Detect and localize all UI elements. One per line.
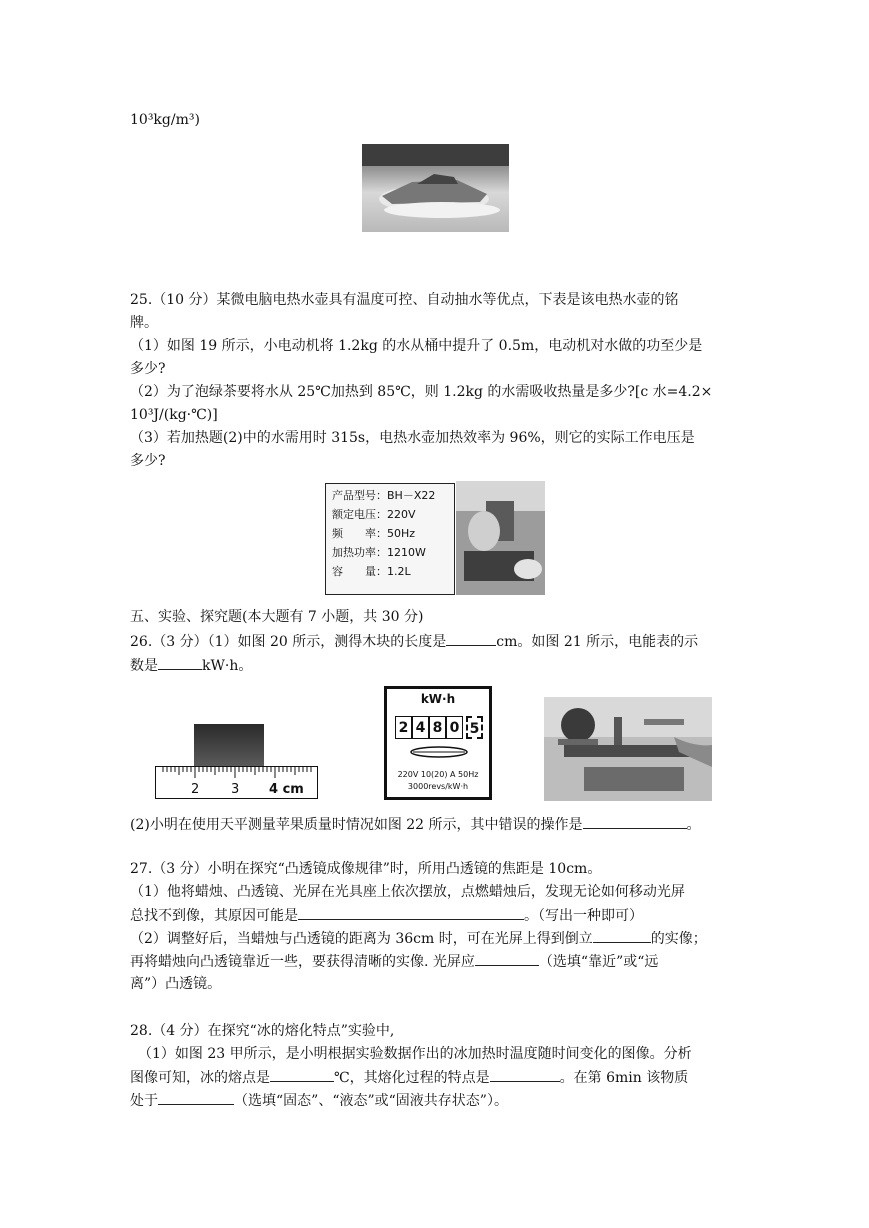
- q25-part2-b: 10³J/(kg·℃)]: [130, 407, 218, 423]
- q27-part2-c: 离”）凸透镜。: [130, 976, 222, 992]
- q26-part2: [130, 814, 701, 835]
- q28-part1-c: [130, 1090, 508, 1111]
- nameplate-row: 容 量：1.2L: [332, 565, 411, 578]
- meter-spec-2: 3000revs/kW·h: [407, 782, 469, 791]
- meter-disc: [409, 746, 469, 758]
- q25-part1-a: （1）如图 19 所示，小电动机将 1.2kg 的水从桶中提升了 0.5m，电动机对水做的功至少是: [130, 338, 703, 354]
- nameplate-row: 额定电压：220V: [332, 508, 416, 521]
- kettle-nameplate: [325, 483, 455, 595]
- q27-part1-b-text-a: 总找不到像，其原因可能是: [130, 908, 298, 924]
- q26-line1: [130, 631, 698, 652]
- ruler-label: 2: [191, 782, 200, 797]
- electricity-meter: [384, 686, 492, 800]
- melting-feature-blank[interactable]: [490, 1067, 560, 1082]
- reason-answer-blank[interactable]: [298, 905, 524, 920]
- ruler-label: 4 cm: [269, 782, 304, 797]
- q26-line1-text-b: cm。如图 21 所示，电能表的示: [496, 634, 699, 650]
- q27-part2-b-text-b: （选填“靠近”或“远: [538, 954, 659, 970]
- q27-part2-b: [130, 951, 658, 972]
- q27-part2-a-text-a: （2）调整好后，当蜡烛与凸透镜的距离为 36cm 时，可在光屏上得到倒立: [130, 931, 593, 947]
- melting-point-blank[interactable]: [270, 1067, 334, 1082]
- state-answer-blank[interactable]: [158, 1090, 234, 1105]
- meter-digit: 4: [412, 716, 429, 739]
- amphibious-car-photo: [362, 144, 509, 232]
- image-type-blank[interactable]: [593, 928, 651, 943]
- q26-part2-text-a: (2)小明在使用天平测量苹果质量时情况如图 22 所示，其中错误的操作是: [130, 817, 583, 833]
- ruler-label: 3: [231, 782, 240, 797]
- q27-part2-a: [130, 928, 707, 949]
- q25-part1-b: 多少?: [130, 361, 166, 377]
- meter-digit: 8: [429, 716, 446, 739]
- meter-digit-decimal: 5: [466, 716, 483, 739]
- q28-part1-c-text-a: 处于: [130, 1093, 158, 1109]
- q27-part2-b-text-a: 再将蜡烛向凸透镜靠近一些，要获得清晰的实像. 光屏应: [130, 954, 475, 970]
- wood-block: [194, 724, 264, 766]
- length-answer-blank[interactable]: [446, 631, 496, 646]
- q28-line1: 28.（4 分）在探究“冰的熔化特点”实验中,: [130, 1023, 395, 1039]
- kettle-photo: [456, 481, 545, 595]
- q27-part1-b: [130, 905, 643, 926]
- section5-title: 五、实验、探究题(本大题有 7 小题，共 30 分): [130, 609, 424, 625]
- q26-line2-text-b: kW·h。: [202, 658, 253, 674]
- q27-part2-a-text-b: 的实像；: [650, 931, 707, 947]
- nameplate-row: 产品型号：BH－X22: [332, 489, 436, 502]
- meter-reading-blank[interactable]: [158, 655, 202, 670]
- unit-line: 10³kg/m³): [130, 112, 200, 128]
- q26-line2-text-a: 数是: [130, 658, 158, 674]
- q27-line1: 27.（3 分）小明在探究“凸透镜成像规律”时，所用凸透镜的焦距是 10cm。: [130, 861, 602, 877]
- screen-direction-blank[interactable]: [475, 951, 539, 966]
- nameplate-row: 频 率：50Hz: [332, 527, 416, 540]
- q28-part1-c-text-b: （选填“固态”、“液态”或“固液共存状态”）。: [234, 1093, 508, 1109]
- meter-digit: 2: [395, 716, 412, 739]
- q25-part3-a: （3）若加热题(2)中的水需用时 315s，电热水壶加热效率为 96%，则它的实际工作电压是: [130, 430, 695, 446]
- ruler-figure: [155, 722, 320, 802]
- meter-unit: kW·h: [420, 692, 456, 706]
- q26-line2: [130, 655, 252, 676]
- q28-part1-b-text-a: 图像可知，冰的熔点是: [130, 1070, 270, 1086]
- q27-part1-a: （1）他将蜡烛、凸透镜、光屏在光具座上依次摆放，点燃蜡烛后，发现无论如何移动光屏: [130, 884, 685, 900]
- q25-line1: 25.（10 分）某微电脑电热水壶具有温度可控、自动抽水等优点，下表是该电热水壶的铭: [130, 292, 679, 308]
- q28-part1-b-text-b: ℃，其熔化过程的特点是: [334, 1070, 490, 1086]
- q26-line1-text-a: 26.（3 分）（1）如图 20 所示，测得木块的长度是: [130, 634, 447, 650]
- q25-line2: 牌。: [130, 315, 158, 331]
- meter-digit: 0: [446, 716, 463, 739]
- q28-part1-b: [130, 1067, 688, 1088]
- q28-part1-b-text-c: 。在第 6min 该物质: [559, 1070, 689, 1086]
- q27-part1-b-text-b: 。（写出一种即可）: [524, 908, 643, 924]
- balance-photo: [544, 697, 712, 801]
- q28-part1-a: （1）如图 23 甲所示，是小明根据实验数据作出的冰加热时温度随时间变化的图像。分析: [138, 1046, 692, 1062]
- nameplate-row: 加热功率：1210W: [332, 546, 426, 559]
- q26-part2-text-b: 。: [686, 817, 701, 833]
- balance-error-blank[interactable]: [583, 814, 687, 829]
- q25-part3-b: 多少?: [130, 453, 166, 469]
- q25-part2-a: （2）为了泡绿茶要将水从 25℃加热到 85℃，则 1.2kg 的水需吸收热量是多少?[c 水=4.2×: [130, 384, 713, 400]
- meter-spec-1: 220V 10(20) A 50Hz: [397, 770, 479, 779]
